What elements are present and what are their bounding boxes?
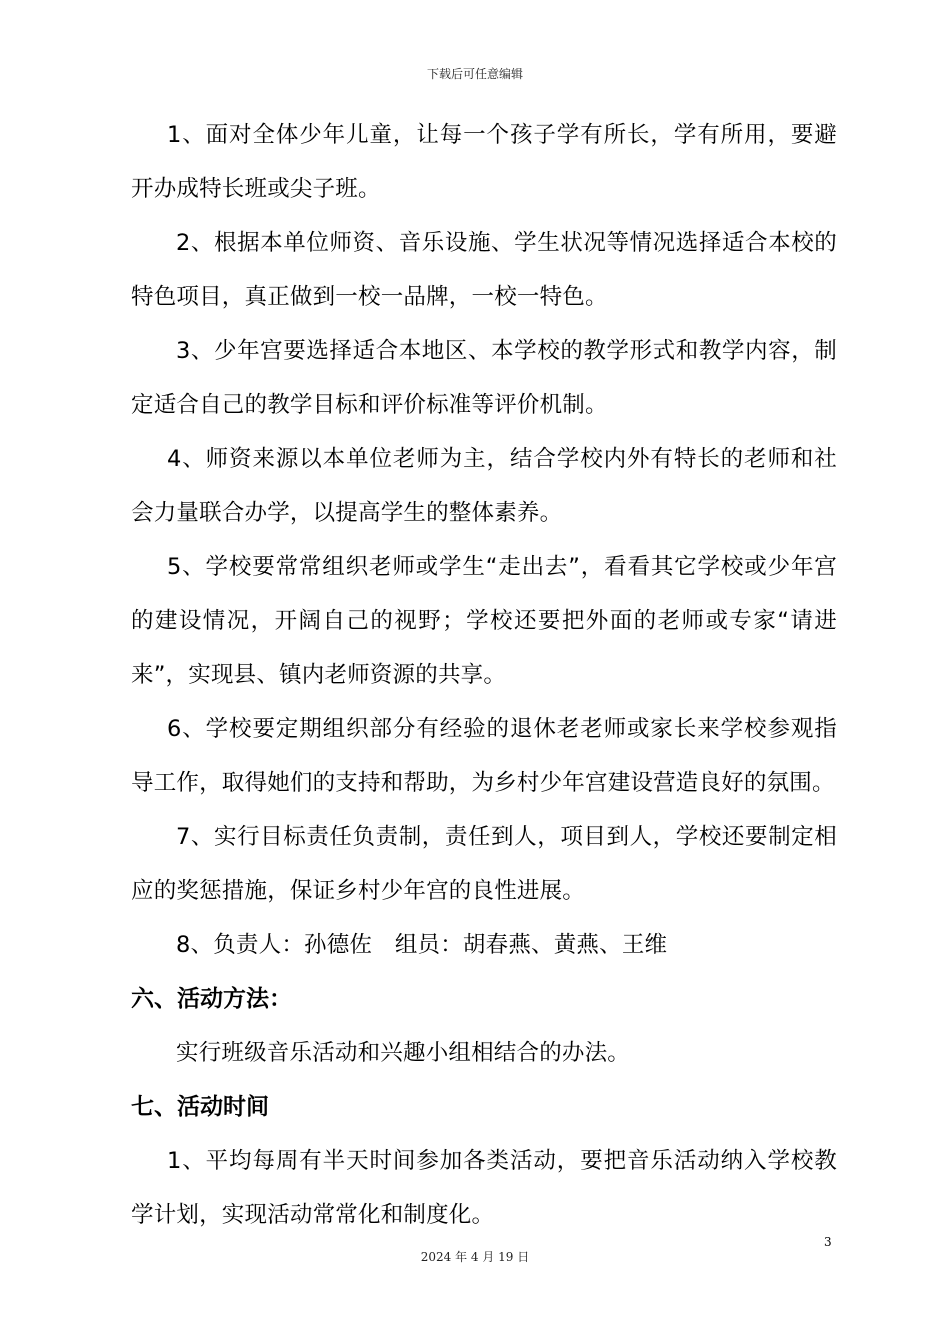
paragraph-item-8: 8、负责人：孙德佐 组员：胡春燕、黄燕、王维 xyxy=(176,932,668,958)
paragraph-item-4: 4、师资来源以本单位老师为主，结合学校内外有特长的老师和社会力量联合办学，以提高学生的整体素养。 xyxy=(131,446,837,526)
paragraph-item-6: 6、学校要定期组织部分有经验的退休老老师或家长来学校参观指导工作，取得她们的支持和帮助，为乡村少年宫建设营造良好的氛围。 xyxy=(131,716,837,796)
document-body xyxy=(131,108,837,1242)
page-header: 下载后可任意编辑 xyxy=(426,67,523,81)
page-number: 3 xyxy=(824,1235,832,1249)
paragraph-item-2: 2、根据本单位师资、音乐设施、学生状况等情况选择适合本校的特色项目，真正做到一校一品牌，一校一特色。 xyxy=(131,230,837,310)
paragraph-item-1: 1、面对全体少年儿童，让每一个孩子学有所长，学有所用，要避开办成特长班或尖子班。 xyxy=(131,122,837,202)
section-heading-methods: 六、活动方法： xyxy=(131,986,292,1012)
paragraph-item-7: 7、实行目标责任负责制，责任到人，项目到人，学校还要制定相应的奖惩措施，保证乡村少年宫的良性进展。 xyxy=(131,824,837,904)
section-body-methods: 实行班级音乐活动和兴趣小组相结合的办法。 xyxy=(176,1040,631,1066)
section-body-schedule: 1、平均每周有半天时间参加各类活动，要把音乐活动纳入学校教学计划，实现活动常常化和制度化。 xyxy=(131,1148,837,1228)
paragraph-item-3: 3、少年宫要选择适合本地区、本学校的教学形式和教学内容，制定适合自己的教学目标和评价标准等评价机制。 xyxy=(131,338,837,418)
paragraph-item-5: 5、学校要常常组织老师或学生“走出去”，看看其它学校或少年宫的建设情况，开阔自己的视野；学校还要把外面的老师或专家“请进来”，实现县、镇内老师资源的共享。 xyxy=(131,554,837,688)
section-heading-schedule: 七、活动时间 xyxy=(131,1094,269,1120)
page-footer-date: 2024 年 4 月 19 日 xyxy=(420,1250,530,1264)
